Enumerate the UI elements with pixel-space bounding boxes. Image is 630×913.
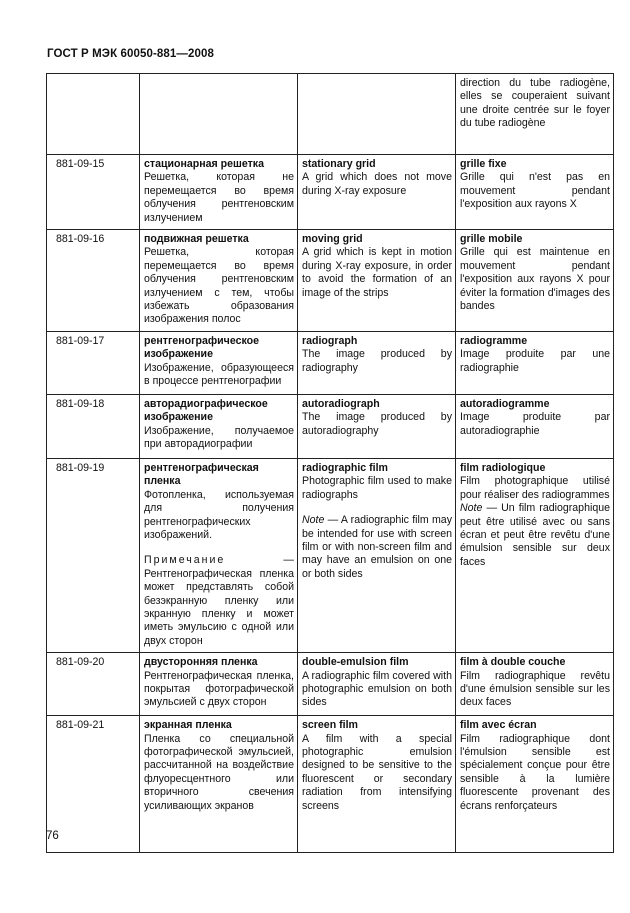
- term-code: 881-09-20: [47, 653, 140, 716]
- en-term: moving grid: [302, 233, 363, 246]
- ru-note-text: — Рентгенографическая пленка может представлять собой безэкранную пленку или экранную пленку и может иметь эмульсию с одной или двух сторон: [144, 554, 294, 647]
- en-definition: A film with a special photographic emulsion designed to be sensitive to the fluorescent or secondary radiation from intensifying screens: [302, 732, 452, 812]
- en-definition: A grid which is kept in motion during X-ray exposure, in order to avoid the formation of an image of the strips: [302, 246, 452, 299]
- table-row: [47, 331, 614, 394]
- en-note: [302, 514, 452, 581]
- en-term: radiograph: [302, 334, 358, 347]
- en-note-label: Note: [302, 514, 325, 527]
- term-code: 881-09-18: [47, 394, 140, 458]
- fr-note-text: — Un film radiographique peut être utilisé avec ou sans écran et peut être revêtu d'une émulsion sensible sur deux faces: [460, 502, 610, 568]
- table-row: [47, 230, 614, 332]
- document-header: ГОСТ Р МЭК 60050-881—2008: [47, 48, 214, 60]
- table-row: [47, 458, 614, 652]
- table-row: [47, 653, 614, 716]
- en-definition: Photographic film used to make radiographs: [302, 475, 452, 501]
- fr-term: film avec écran: [460, 719, 537, 732]
- fr-definition: Grille qui n'est pas en mouvement pendant l'exposition aux rayons X: [460, 171, 610, 211]
- fr-definition: Grille qui est maintenue en mouvement pendant l'exposition aux rayons X pour éviter la formation d'images des bandes: [460, 246, 610, 313]
- en-term: screen film: [302, 719, 358, 732]
- fr-term: radiogramme: [460, 334, 528, 347]
- en-note-text: — A radiographic film may be intended for use with screen film or with non-screen film and may have an emulsion on one or both sides: [302, 514, 452, 580]
- ru-term: стационарная решетка: [144, 158, 264, 170]
- ru-term: рентгенографическая пленка: [144, 461, 259, 488]
- ru-definition: Изображение, получаемое при авторадиографии: [144, 424, 294, 451]
- en-definition: A radiographic film covered with photographic emulsion on both sides: [302, 669, 452, 709]
- fr-note: [460, 502, 610, 569]
- ru-term: двусторонняя пленка: [144, 656, 258, 669]
- en-term: autoradiograph: [302, 397, 380, 410]
- en-definition: The image produced by radiography: [302, 348, 452, 374]
- ru-definition: Решетка, которая не перемещается во время облучения рентгеновским излучением: [144, 171, 294, 224]
- en-definition: The image produced by autoradiography: [302, 411, 452, 437]
- term-code: 881-09-17: [47, 331, 140, 394]
- ru-term: экранная пленка: [144, 719, 232, 732]
- term-code: 881-09-21: [47, 716, 140, 853]
- ru-definition: Фотопленка, используемая для получения рентгенографических изображений.: [144, 488, 294, 541]
- term-code: 881-09-15: [47, 155, 140, 230]
- term-code: 881-09-16: [47, 230, 140, 332]
- fr-definition: Film photographique utilisé pour réaliser des radiogrammes: [460, 475, 610, 501]
- en-term: stationary grid: [302, 158, 376, 170]
- en-term: radiographic film: [302, 461, 388, 474]
- terms-table: [46, 73, 614, 853]
- en-definition: A grid which does not move during X-ray exposure: [302, 171, 452, 197]
- fr-definition: Image produite par autoradiographie: [460, 411, 610, 437]
- ru-definition: Изображение, образующееся в процессе рентгенографии: [144, 361, 294, 388]
- fr-definition: Image produite par une radiographie: [460, 348, 610, 374]
- ru-definition: Пленка со специальной фотографической эмульсией, рассчитанной на воздействие флуоресцентного или вторичного свечения усиливающих экранов: [144, 732, 294, 812]
- en-term: double-emulsion film: [302, 656, 409, 669]
- ru-definition: Решетка, которая перемещается во время облучения рентгеновским излучением с тем, чтобы избежать образования изображения полос: [144, 246, 294, 326]
- ru-definition: Рентгенографическая пленка, покрытая фотографической эмульсией с двух сторон: [144, 669, 294, 709]
- fr-term: autoradiogramme: [460, 397, 550, 410]
- table-row: [47, 74, 614, 155]
- fr-term: film à double couche: [460, 656, 566, 669]
- fr-term: grille mobile: [460, 233, 523, 246]
- fr-definition: Film radiographique dont l'émulsion sensible est spécialement conçue pour être sensible à la lumière fluorescente provenant des écrans renforçateurs: [460, 732, 610, 812]
- table-row: [47, 716, 614, 853]
- ru-note-label: Примечание: [144, 554, 226, 567]
- term-code: 881-09-19: [47, 458, 140, 652]
- table-row: [47, 394, 614, 458]
- fr-definition: Film radiographique revêtu d'une émulsion sensible sur les deux faces: [460, 669, 610, 709]
- fr-note-label: Note: [460, 502, 483, 515]
- fr-term: grille fixe: [460, 158, 507, 170]
- ru-term: авторадиографическое изображение: [144, 397, 268, 424]
- ru-note: [144, 554, 294, 648]
- fr-term: film radiologique: [460, 461, 546, 474]
- page-number: 76: [46, 830, 59, 842]
- ru-term: рентгенографическое изображение: [144, 334, 259, 361]
- table-row: [47, 155, 614, 230]
- fr-definition: direction du tube radiogène, elles se couperaient suivant une droite centrée sur le foyer du tube radiogène: [460, 77, 610, 130]
- ru-term: подвижная решетка: [144, 233, 249, 246]
